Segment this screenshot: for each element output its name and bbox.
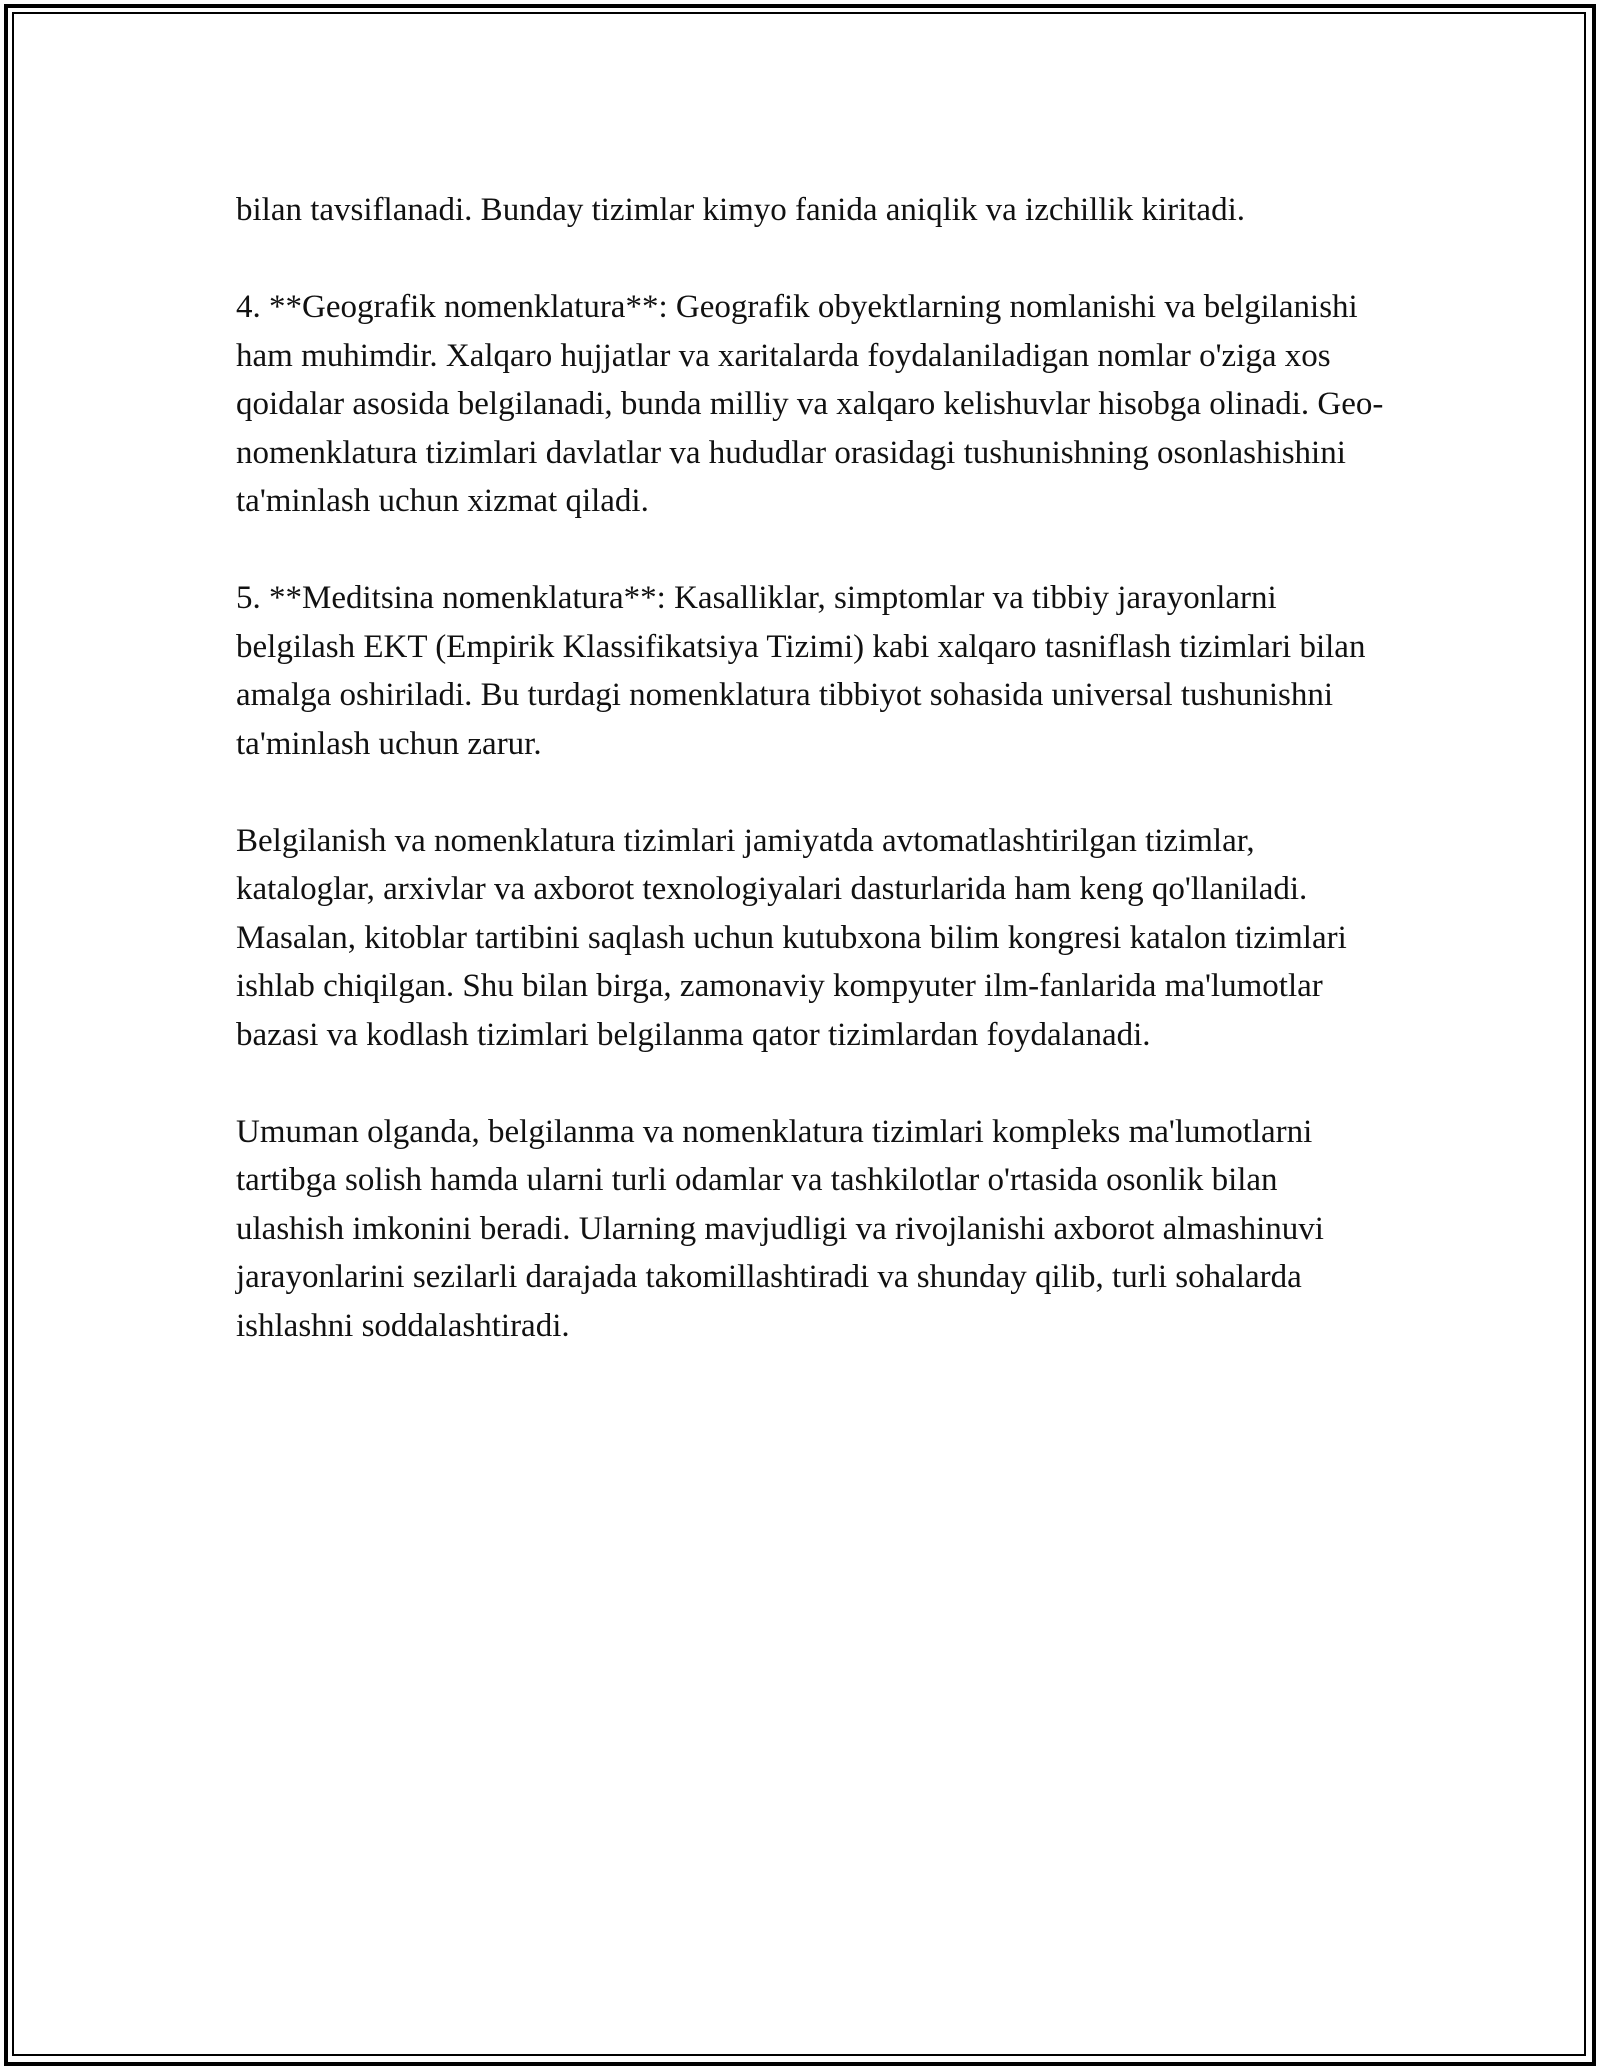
paragraph-applications: Belgilanish va nomenklatura tizimlari jamiyatda avtomatlashtirilgan tizimlar, kataloglar, arxivlar va axborot texnologiyalari dasturlarida ham keng qo'llaniladi. Masalan, kitoblar tartibini saqlash uchun kutubxona bilim kongresi katalon tizimlari ishlab chiqilgan. Shu bilan birga, zamonaviy kompyuter ilm-fanlarida ma'lumotlar bazasi va kodlash tizimlari belgilanma qator tizimlardan foydalanadi. xyxy=(236,822,1347,1053)
paragraph-medical-nomenclature: 5. **Meditsina nomenklatura**: Kasalliklar, simptomlar va tibbiy jarayonlarni belgilash EKT (Empirik Klassifikatsiya Tizimi) kabi xalqaro tasniflash tizimlari bilan amalga oshiriladi. Bu turdagi nomenklatura tibbiyot sohasida universal tushunishni ta'minlash uchun zarur. xyxy=(236,580,1366,762)
paragraph-geographic-nomenclature: 4. **Geografik nomenklatura**: Geografik obyektlarning nomlanishi va belgilanishi ham muhimdir. Xalqaro hujjatlar va xaritalarda foydalaniladigan nomlar o'ziga xos qoidalar asosida belgilanadi, bunda milliy va xalqaro kelishuvlar hisobga olinadi. Geo-nomenklatura tizimlari davlatlar va hududlar orasidagi tushunishning osonlashishini ta'minlash uchun xizmat qiladi. xyxy=(236,289,1384,519)
paragraph-conclusion: Umuman olganda, belgilanma va nomenklatura tizimlari kompleks ma'lumotlarni tartibga solish hamda ularni turli odamlar va tashkilotlar o'rtasida osonlik bilan ulashish imkonini beradi. Ularning mavjudligi va rivojlanishi axborot almashinuvi jarayonlarini sezilarli darajada takomillashtiradi va shunday qilib, turli sohalarda ishlashni soddalashtiradi. xyxy=(236,1113,1324,1344)
document-body xyxy=(236,186,1386,1399)
paragraph-chemistry-continuation: bilan tavsiflanadi. Bunday tizimlar kimyo fanida aniqlik va izchillik kiritadi. xyxy=(236,192,1245,228)
